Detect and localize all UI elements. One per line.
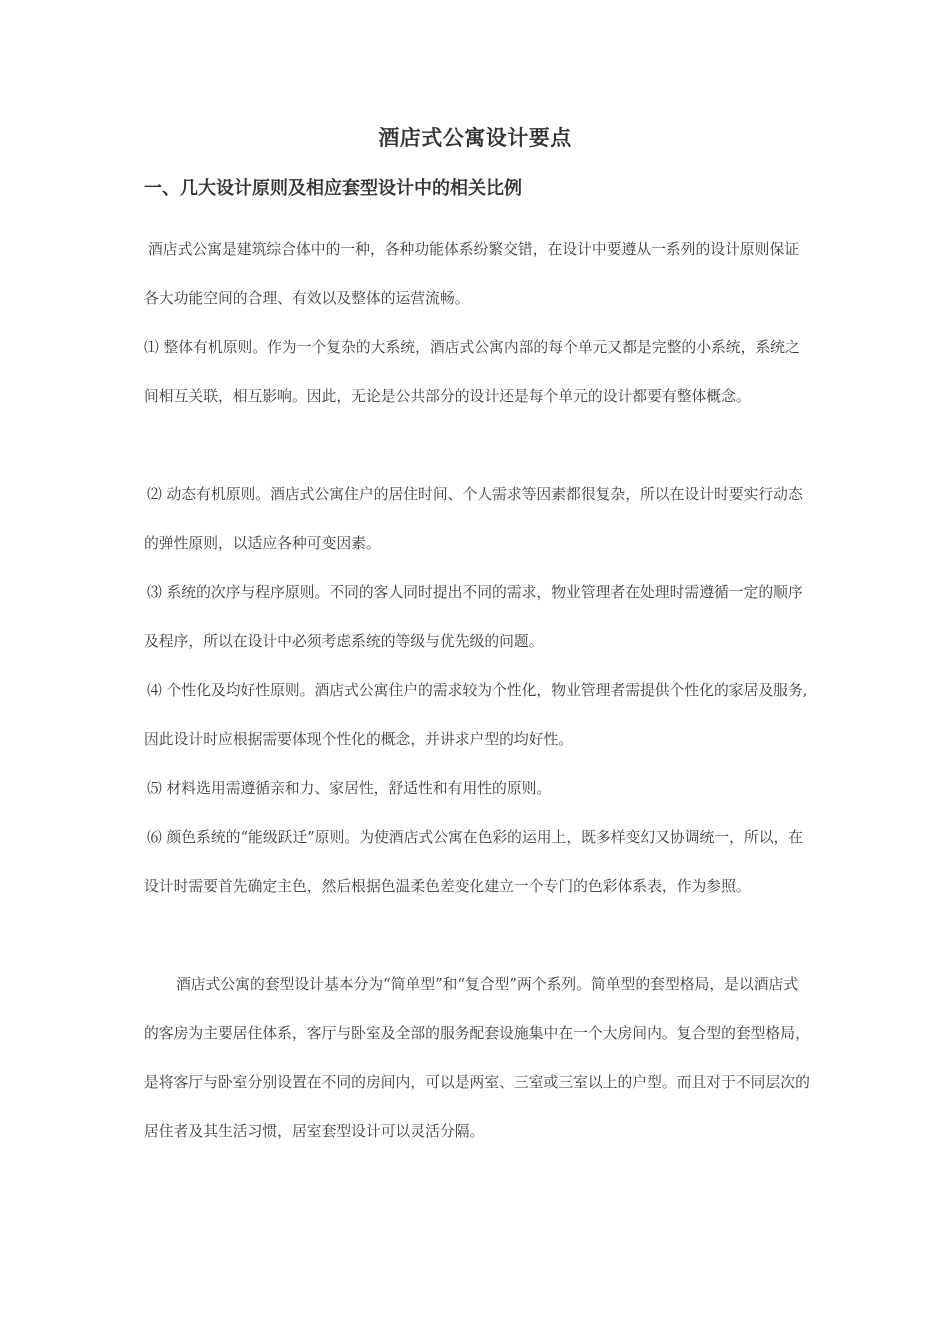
section-heading: 一、几大设计原则及相应套型设计中的相关比例 [144, 178, 522, 199]
principle-paragraph-1: ⑴ 整体有机原则。作为一个复杂的大系统，酒店式公寓内部的每个单元又都是完整的小系统，系统之间相互关联，相互影响。因此，无论是公共部分的设计还是每个单元的设计都要有整体概念。 [144, 339, 800, 405]
document-title: 酒店式公寓设计要点 [378, 125, 572, 150]
layout-types-paragraph: 酒店式公寓的套型设计基本分为“简单型”和“复合型”两个系列。简单型的套型格局，是以酒店式的客房为主要居住体系，客厅与卧室及全部的服务配套设施集中在一个大房间内。复合型的套型格局，是将客厅与卧室分别设置在不同的房间内，可以是两室、三室或三室以上的户型。而且对于不同层次的居住者及其生活习惯，居室套型设计可以灵活分隔。 [144, 976, 810, 1140]
principle-paragraph-5: ⑸ 材料选用需遵循亲和力、家居性，舒适性和有用性的原则。 [147, 780, 552, 797]
principle-paragraph-3: ⑶ 系统的次序与程序原则。不同的客人同时提出不同的需求，物业管理者在处理时需遵循一定的顺序及程序，所以在设计中必须考虑系统的等级与优先级的问题。 [144, 584, 803, 650]
principle-paragraph-6: ⑹ 颜色系统的“能级跃迁”原则。为使酒店式公寓在色彩的运用上，既多样变幻又协调统一，所以，在设计时需要首先确定主色，然后根据色温柔色差变化建立一个专门的色彩体系表，作为参照。 [144, 829, 804, 895]
intro-paragraph: 酒店式公寓是建筑综合体中的一种，各种功能体系纷繁交错，在设计中要遵从一系列的设计原则保证各大功能空间的合理、有效以及整体的运营流畅。 [144, 241, 800, 307]
principle-paragraph-2: ⑵ 动态有机原则。酒店式公寓住户的居住时间、个人需求等因素都很复杂，所以在设计时要实行动态的弹性原则，以适应各种可变因素。 [144, 486, 803, 552]
principle-paragraph-4: ⑷ 个性化及均好性原则。酒店式公寓住户的需求较为个性化，物业管理者需提供个性化的家居及服务,因此设计时应根据需要体现个性化的概念，并讲求户型的均好性。 [144, 682, 808, 748]
